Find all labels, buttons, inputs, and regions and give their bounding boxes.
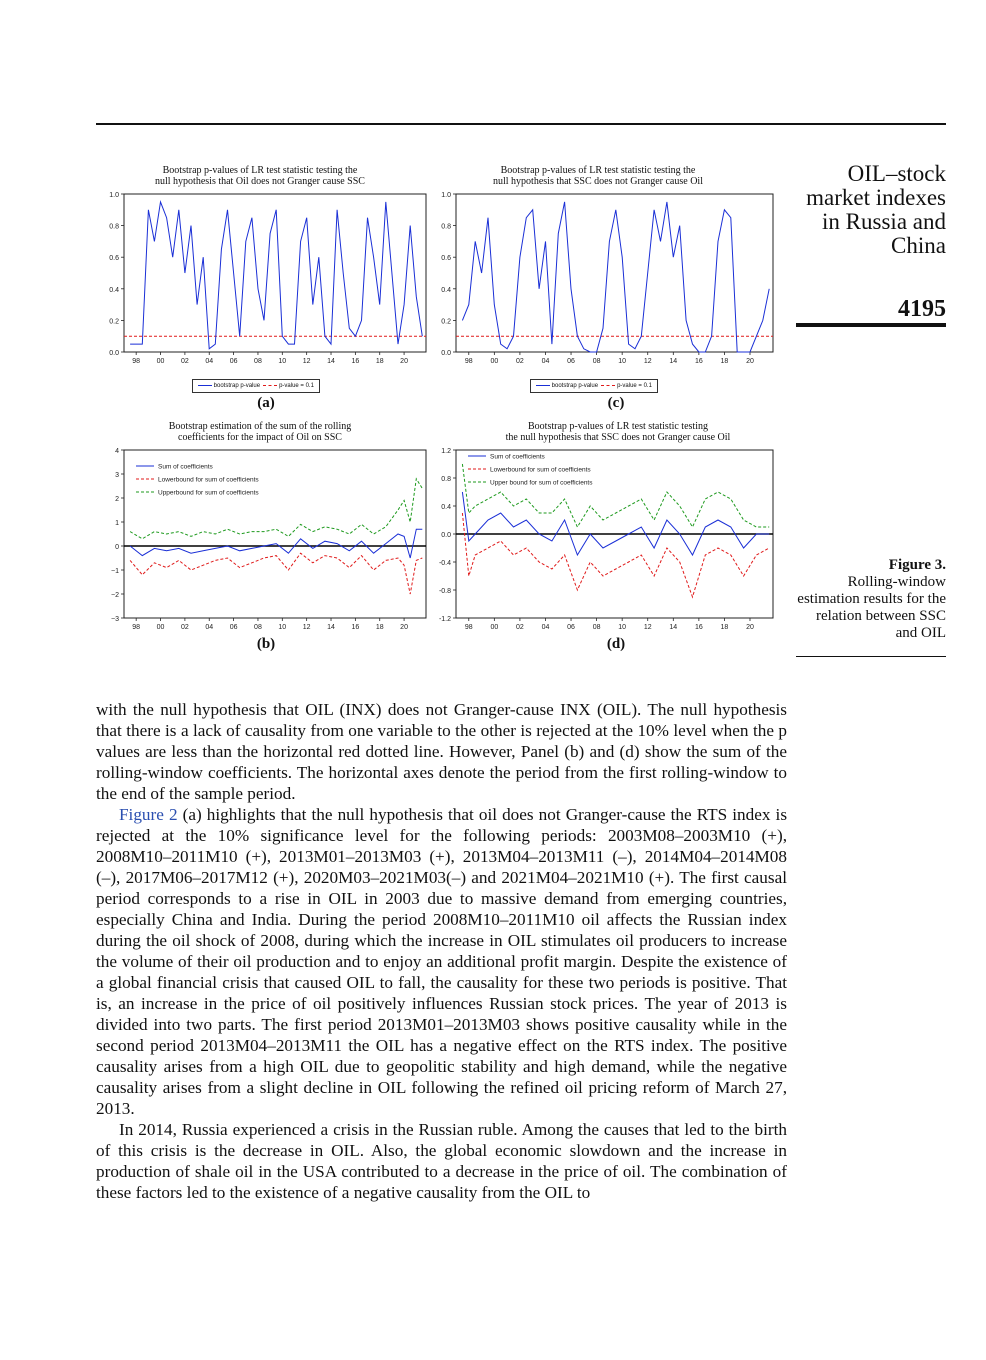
y-tick-label: 3 <box>115 472 119 479</box>
panel-c-legend-series: bootstrap p-value <box>551 383 599 389</box>
x-tick-label: 10 <box>278 358 287 365</box>
legend-entry: Lowerbound for sum of coefficients <box>158 476 259 484</box>
lower-bound-series <box>462 513 769 597</box>
y-tick-label: 2 <box>115 496 119 503</box>
x-tick-label: 12 <box>302 358 311 365</box>
legend-entry: Lowerbound for sum of coefficients <box>490 466 591 474</box>
y-tick-label: 0 <box>115 544 119 551</box>
x-tick-label: 00 <box>156 358 165 365</box>
paragraph-2-text: (a) highlights that the null hypothesis that oil does not Granger-cause the RTS index is rejected at the 10% significance level for the following periods: 2003M08–2003M10 (+), 2008M10–2011M10 (+), 2013M01–2013M03 (+), 2013M04–2013M11 (–), 2014M04–2014M08 (–), 2017M06–2017M12 (+), 2020M03–2021M03(–) and 2021M04–2021M10 (+). The first causal period corresponds to a rise in OIL in 2003 due to massive demand from emerging countries, especially China and India. During the period 2008M10–2011M10 oil affects the Russian index during the oil shock of 2008, during which the increase in OIL stimulates oil producers to increase the volume of their oil production and to enjoy an additional profit margin. Despite the existence of a global financial crisis that caused OIL to fall, the causality for these two periods is positive. That is, an increase in the price of oil positively influences Russian stock prices. The year of 2013 is divided into two parts. The first period 2013M01–2013M03 shows positive causality while in the second period 2013M04–2013M11 the OIL has a negative effect on the RTS index. The positive causality arises from a high OIL due to geopolitic stability and high demand, while the negative causality arises from a slight decline in OIL following the refined oil pricing reform of March 27, 2013. <box>96 805 788 1118</box>
sum-series <box>130 529 422 558</box>
figure-caption <box>796 557 946 642</box>
legend-dash-icon <box>601 385 615 386</box>
panel-c-title-line1: Bootstrap p-values of LR test statistic testing the <box>500 165 696 176</box>
y-tick-label: -0.4 <box>438 560 451 567</box>
x-tick-label: 98 <box>464 624 473 631</box>
x-tick-label: 20 <box>746 624 754 631</box>
x-tick-label: 98 <box>132 624 141 631</box>
y-tick-label: 1 <box>115 520 119 527</box>
legend-entry: Sum of coefficients <box>490 453 545 461</box>
page-number-rule <box>796 323 946 327</box>
figure-2-link[interactable]: Figure 2 <box>119 805 178 824</box>
x-tick-label: 98 <box>132 358 141 365</box>
y-tick-label: −1 <box>111 568 119 575</box>
y-tick-label: 0.2 <box>441 318 451 326</box>
header-rule <box>96 123 946 125</box>
x-tick-label: 16 <box>694 624 703 631</box>
legend-line-icon <box>536 385 550 386</box>
panel-d-title-line1: Bootstrap p-values of LR test statistic testing <box>528 421 708 432</box>
lower-bound-series <box>130 553 422 594</box>
y-tick-label: 1.0 <box>109 192 119 199</box>
x-tick-label: 08 <box>254 358 262 365</box>
y-tick-label: 4 <box>115 448 119 455</box>
figure-caption-text: Rolling-window estimation results for the relation between SSC and OIL <box>797 574 946 641</box>
legend-line-icon <box>198 385 212 386</box>
y-tick-label: −2 <box>111 592 119 599</box>
paragraph-2 <box>96 804 787 1119</box>
x-tick-label: 16 <box>694 358 703 365</box>
x-tick-label: 12 <box>302 624 311 631</box>
x-tick-label: 00 <box>490 624 499 631</box>
panel-d-chart <box>428 444 778 636</box>
x-tick-label: 12 <box>643 358 652 365</box>
panel-d-title-line2: the null hypothesis that SSC does not Granger cause Oil <box>505 432 731 443</box>
panel-a-legend-series: bootstrap p-value <box>213 383 261 389</box>
p-value-series <box>462 202 769 352</box>
y-tick-label: 0.0 <box>441 350 451 357</box>
x-tick-label: 06 <box>567 624 575 631</box>
x-tick-label: 20 <box>746 358 754 365</box>
x-tick-label: 06 <box>567 358 575 365</box>
sum-series <box>462 492 769 555</box>
x-tick-label: 12 <box>643 624 652 631</box>
y-tick-label: 0.4 <box>441 504 451 511</box>
x-tick-label: 08 <box>254 624 262 631</box>
panel-a-title <box>130 165 390 187</box>
caption-rule <box>796 656 946 657</box>
y-tick-label: 1.0 <box>441 192 451 199</box>
x-tick-label: 08 <box>592 358 601 365</box>
y-tick-label: −3 <box>111 616 119 623</box>
x-tick-label: 16 <box>351 358 360 365</box>
y-tick-label: 1.2 <box>441 448 451 455</box>
x-tick-label: 02 <box>516 358 524 365</box>
panel-d-title <box>468 421 768 443</box>
body-text <box>96 699 787 1203</box>
x-tick-label: 18 <box>720 624 729 631</box>
running-title: OIL–stock market indexes in Russia and China <box>806 161 946 258</box>
x-tick-label: 10 <box>618 624 627 631</box>
x-tick-label: 00 <box>156 624 165 631</box>
upper-bound-series <box>130 476 422 539</box>
x-tick-label: 16 <box>351 624 360 631</box>
x-tick-label: 10 <box>618 358 627 365</box>
figure-label: Figure 3. <box>888 557 946 573</box>
panel-c-title-line2: null hypothesis that SSC does not Granger cause Oil <box>493 176 703 187</box>
x-tick-label: 20 <box>400 624 408 631</box>
x-tick-label: 02 <box>180 358 189 365</box>
panel-a-label: (a) <box>257 395 275 411</box>
legend-entry: Upperbound for sum of coefficients <box>158 489 259 497</box>
panel-b-title-line1: Bootstrap estimation of the sum of the rolling <box>168 421 352 432</box>
x-tick-label: 02 <box>516 624 524 631</box>
y-tick-label: 0.4 <box>109 286 119 294</box>
x-tick-label: 14 <box>327 358 335 365</box>
x-tick-label: 18 <box>720 358 729 365</box>
x-tick-label: 08 <box>592 624 601 631</box>
plot-frame <box>124 194 426 352</box>
panel-b-title <box>130 421 390 443</box>
y-tick-label: 0.8 <box>441 476 451 483</box>
panel-a-legend <box>192 379 320 393</box>
y-tick-label: 0.2 <box>109 318 119 326</box>
x-tick-label: 14 <box>669 358 678 365</box>
x-tick-label: 04 <box>541 624 550 631</box>
y-tick-label: 0.6 <box>109 255 119 263</box>
x-tick-label: 06 <box>229 358 238 365</box>
legend-dash-icon <box>263 385 277 386</box>
panel-b-chart <box>96 444 436 636</box>
panel-c-legend-threshold: p-value = 0.1 <box>617 383 652 389</box>
panel-a-chart <box>96 188 436 373</box>
panel-c-chart <box>428 188 778 373</box>
plot-frame <box>124 450 426 618</box>
paragraph-1: with the null hypothesis that OIL (INX) does not Granger-cause INX (OIL). The null hypothesis that there is a lack of causality from one variable to the other is rejected at the 10% level when the p values are less than the horizontal red dotted line. However, Panel (b) and (d) show the sum of the rolling-window coefficients. The horizontal axes denote the period from the first rolling-window to the end of the sample period. <box>96 700 787 803</box>
x-tick-label: 20 <box>400 358 408 365</box>
y-tick-label: 0.8 <box>109 223 119 231</box>
x-tick-label: 04 <box>205 358 214 365</box>
x-tick-label: 04 <box>205 624 214 631</box>
x-tick-label: 18 <box>375 358 384 365</box>
x-tick-label: 18 <box>375 624 384 631</box>
panel-d-label: (d) <box>606 636 626 652</box>
panel-c-legend <box>530 379 658 393</box>
panel-a-legend-threshold: p-value = 0.1 <box>279 383 314 389</box>
panel-c-title <box>468 165 728 187</box>
x-tick-label: 04 <box>541 358 550 365</box>
x-tick-label: 00 <box>490 358 499 365</box>
y-tick-label: 0.6 <box>441 255 451 263</box>
p-value-series <box>130 202 422 349</box>
paragraph-3: In 2014, Russia experienced a crisis in the Russian ruble. Among the causes that led to the birth of this crisis is the decrease in OIL. Also, the global economic slowdown and the increase in production of shale oil in the USA contributed to a decrease in the price of oil. The combination of these factors led to the existence of a negative causality from the OIL to <box>96 1120 787 1202</box>
panel-a-title-line2: null hypothesis that Oil does not Granger cause SSC <box>155 176 365 187</box>
x-tick-label: 14 <box>669 624 678 631</box>
y-tick-label: -0.8 <box>438 588 451 595</box>
x-tick-label: 06 <box>229 624 238 631</box>
panel-b-title-line2: coefficients for the impact of Oil on SSC <box>178 432 342 443</box>
x-tick-label: 10 <box>278 624 287 631</box>
x-tick-label: 98 <box>464 358 473 365</box>
legend-entry: Sum of coefficients <box>158 463 213 471</box>
y-tick-label: 0.4 <box>441 286 451 294</box>
x-tick-label: 02 <box>180 624 189 631</box>
y-tick-label: -1.2 <box>438 616 451 623</box>
y-tick-label: 0.8 <box>441 223 451 231</box>
y-tick-label: 0.0 <box>109 350 119 357</box>
panel-b-label: (b) <box>256 636 276 652</box>
panel-c-label: (c) <box>607 395 625 411</box>
x-tick-label: 14 <box>327 624 335 631</box>
y-tick-label: 0.0 <box>441 532 451 539</box>
panel-a-title-line1: Bootstrap p-values of LR test statistic testing the <box>162 165 358 176</box>
page-number: 4195 <box>898 296 946 322</box>
legend-entry: Upper bound for sum of coefficients <box>490 479 593 487</box>
